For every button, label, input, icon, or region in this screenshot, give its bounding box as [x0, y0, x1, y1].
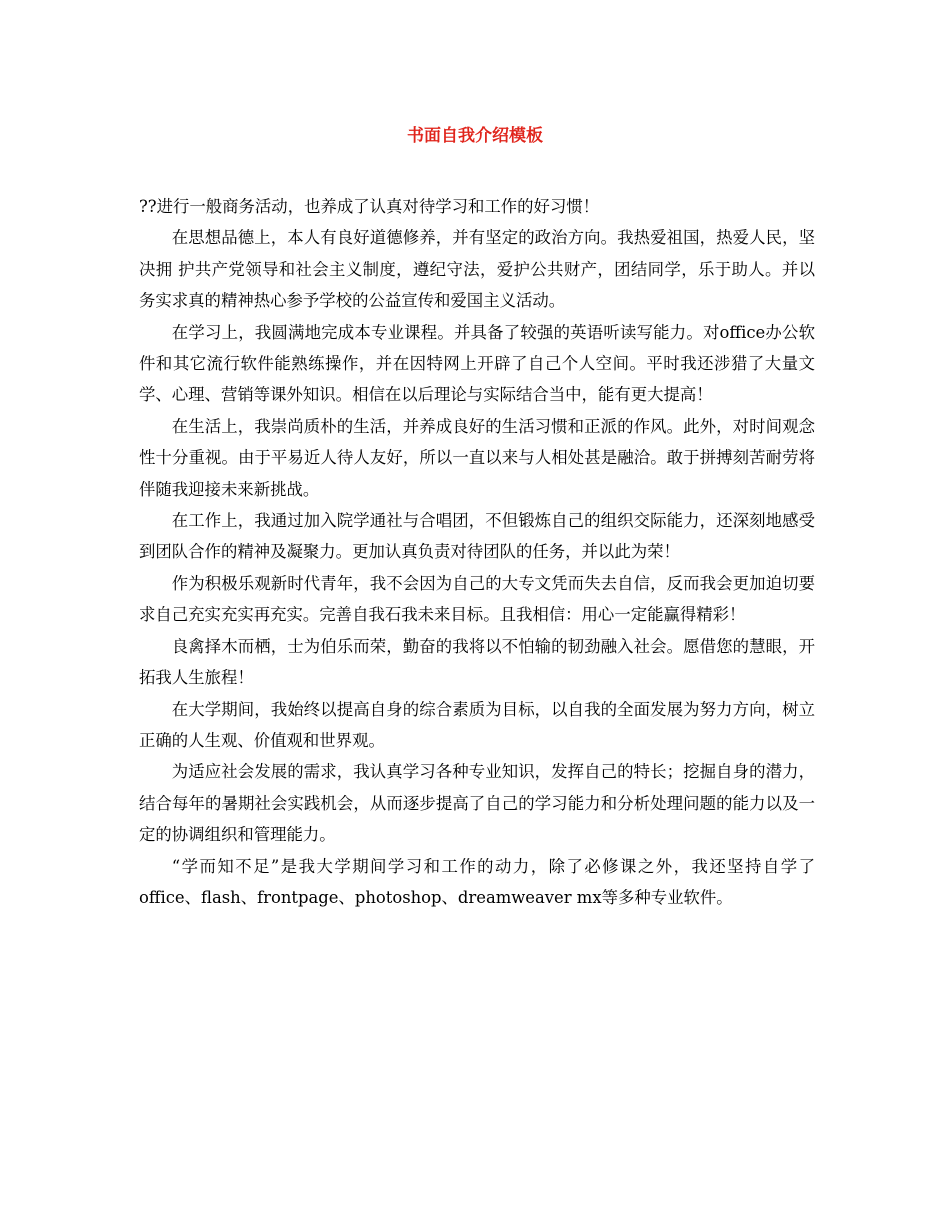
paragraph-5: 在工作上，我通过加入院学通社与合唱团，不但锻炼自己的组织交际能力，还深刻地感受到团队合作的精神及凝聚力。更加认真负责对待团队的任务，并以此为荣！ — [139, 511, 815, 562]
paragraph-4: 在生活上，我崇尚质朴的生活，并养成良好的生活习惯和正派的作风。此外，对时间观念性十分重视。由于平易近人待人友好，所以一直以来与人相处甚是融洽。敢于拼搏刻苦耐劳将伴随我迎接未来新挑战。 — [139, 416, 815, 499]
paragraph-1: ??进行一般商务活动，也养成了认真对待学习和工作的好习惯！ — [139, 197, 600, 216]
document-title: 书面自我介绍模板 — [407, 126, 543, 146]
paragraph-9: 为适应社会发展的需求，我认真学习各种专业知识，发挥自己的特长；挖掘自身的潜力，结合每年的暑期社会实践机会，从而逐步提高了自己的学习能力和分析处理问题的能力以及一定的协调组织和管理能力。 — [139, 762, 815, 845]
paragraph-7: 良禽择木而栖，士为伯乐而荣，勤奋的我将以不怕输的韧劲融入社会。愿借您的慧眼，开拓我人生旅程！ — [139, 636, 815, 688]
paragraph-8: 在大学期间，我始终以提高自身的综合素质为目标，以自我的全面发展为努力方向，树立正确的人生观、价值观和世界观。 — [139, 699, 815, 750]
paragraph-10: “学而知不足”是我大学期间学习和工作的动力，除了必修课之外，我还坚持自学了office、flash、frontpage、photoshop、dreamweaver mx等多种专业软件。 — [139, 856, 815, 907]
document-body — [139, 191, 815, 913]
paragraph-3: 在学习上，我圆满地完成本专业课程。并具备了较强的英语听读写能力。对office办公软件和其它流行软件能熟练操作，并在因特网上开辟了自己个人空间。平时我还涉猎了大量文学、心理、营销等课外知识。相信在以后理论与实际结合当中，能有更大提高！ — [139, 322, 815, 405]
paragraph-2: 在思想品德上，本人有良好道德修养，并有坚定的政治方向。我热爱祖国，热爱人民，坚决拥 护共产党领导和社会主义制度，遵纪守法，爱护公共财产，团结同学，乐于助人。并以务实求真的精神热心参予学校的公益宣传和爱国主义活动。 — [139, 228, 815, 311]
paragraph-6: 作为积极乐观新时代青年，我不会因为自己的大专文凭而失去自信，反而我会更加迫切要求自己充实充实再充实。完善自我石我未来目标。且我相信：用心一定能赢得精彩！ — [139, 573, 815, 625]
